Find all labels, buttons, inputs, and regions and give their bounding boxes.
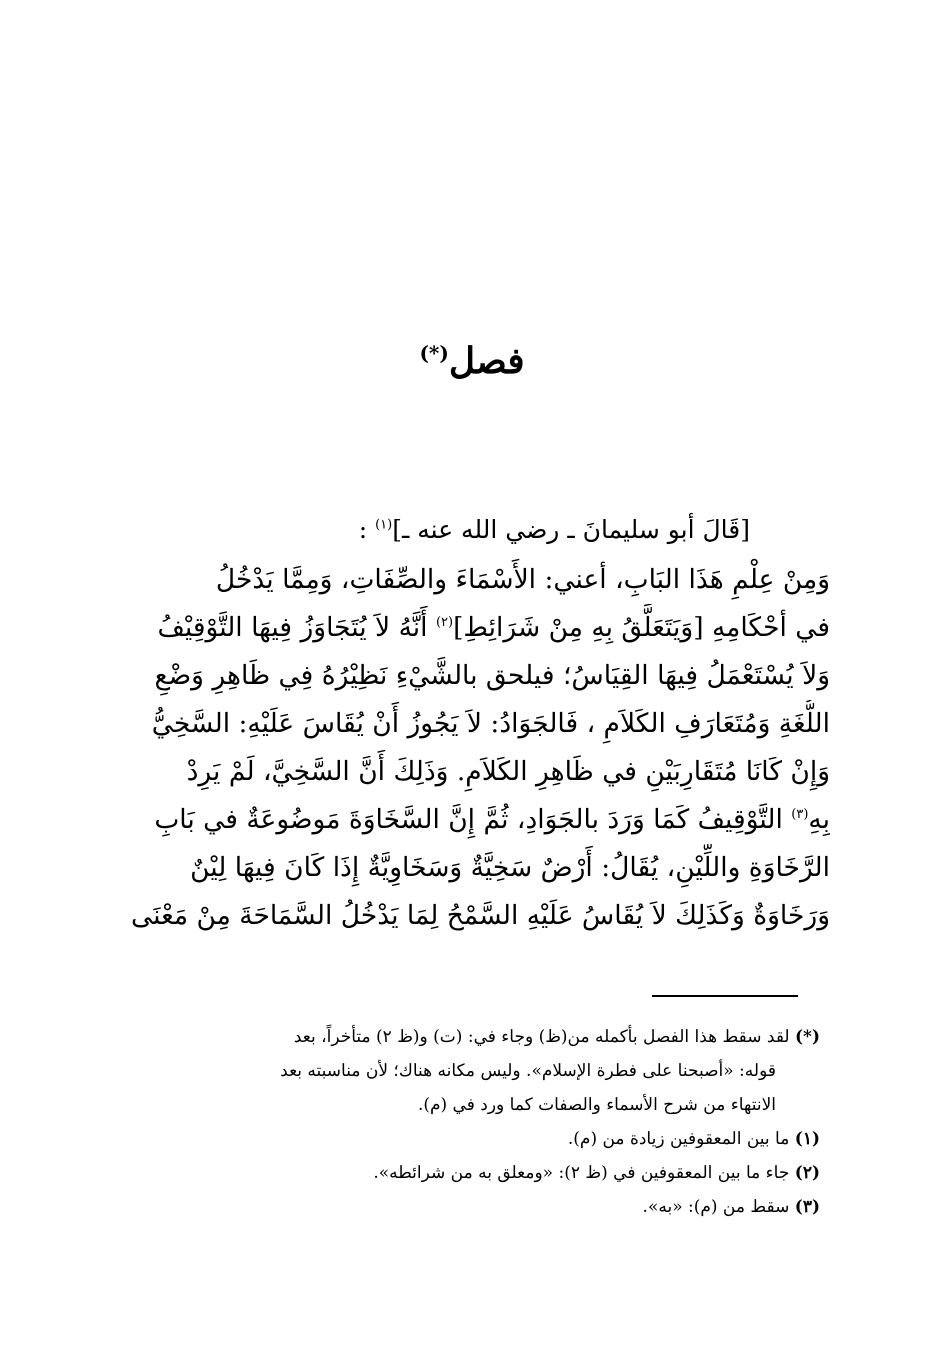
paragraph-line: وَإِنْ كَانَا مُتَقَارِبَيْنِ في ظَاهِرِ الكَلاَمِ. وَذَلِكَ أَنَّ السَّخِيَّ، لَمْ يَرِدْ xyxy=(186,756,830,787)
paragraph-line: وَرَخَاوَةٌ وَكَذَلِكَ لاَ يُقَاسُ عَلَيْهِ السَّمْحُ لِمَا يَدْخُلُ السَّمَاحَةَ مِنْ مَعْنَى xyxy=(130,900,830,931)
footnote-label: (١) xyxy=(794,1129,820,1149)
footnote-text: ما بين المعقوفين زيادة من (م). xyxy=(567,1129,790,1149)
footnote xyxy=(110,1190,820,1224)
paragraph-line: وَلاَ يُسْتَعْمَلُ فِيهَا القِيَاسُ؛ فيلحق بالشَّيْءِ نَظِيْرُهُ فِي ظَاهِرِ وَضْعِ xyxy=(154,660,830,691)
paragraph-line: الرَّخَاوَةِ واللِّيْنِ، يُقَالُ: أَرْضٌ سَخِيَّةٌ وَسَخَاوِيَّةٌ إِذَا كَانَ فِيهَا لِيْنٌ xyxy=(190,852,830,883)
footnote-text: لقد سقط هذا الفصل بأكمله من(ظ) وجاء في: (ت) و(ظ ٢) متأخراً، بعد xyxy=(293,1027,790,1047)
footnotes xyxy=(110,1020,820,1224)
paragraph-line: وَمِنْ عِلْمِ هَذَا البَابِ، أعني: الأَسْمَاءَ والصِّفَاتِ، وَمِمَّا يَدْخُلُ xyxy=(215,564,830,595)
footnote-ref-3: (٣) xyxy=(791,807,809,823)
footnote-label: (*) xyxy=(795,1027,820,1047)
section-title-marker: (*) xyxy=(419,341,449,365)
paragraph-line-text: بِهِ xyxy=(808,804,830,835)
footnote xyxy=(110,1122,820,1156)
footnote-text: سقط من (م): «به». xyxy=(642,1197,790,1217)
paragraph-line-text: التَّوْقِيفُ كَمَا وَرَدَ بالجَوَادِ، ثُمَّ إِنَّ السَّخَاوَةَ مَوضُوعَةٌ في بَابِ xyxy=(154,804,792,835)
footnote-ref-1: (١) xyxy=(375,517,393,533)
main-paragraph xyxy=(110,556,830,940)
section-title-text: فصل xyxy=(448,340,525,382)
speaker-heading-text: [قَالَ أبو سليمانَ ـ رضي الله عنه ـ] xyxy=(392,515,750,544)
paragraph-line xyxy=(110,796,830,844)
speaker-heading xyxy=(110,504,830,556)
footnote xyxy=(110,1156,820,1190)
section-title xyxy=(0,328,944,386)
speaker-heading-colon: : xyxy=(358,515,376,544)
footnote-separator xyxy=(652,995,798,997)
footnote-text: الانتهاء من شرح الأسماء والصفات كما ورد في (م). xyxy=(417,1095,776,1115)
paragraph-line-text: أَنَّهُ لاَ يُتَجَاوَزُ فِيهَا التَّوْقِيْفُ xyxy=(157,612,436,643)
footnote-label: (٣) xyxy=(794,1197,820,1217)
paragraph-line-text: في أحْكَامِهِ [وَيَتَعَلَّقُ بِهِ مِنْ شَرَائِطِ] xyxy=(453,612,830,643)
body-text xyxy=(110,504,830,940)
footnote-label: (٢) xyxy=(794,1163,820,1183)
footnote-text: جاء ما بين المعقوفين في (ظ ٢): «ومعلق به من شرائطه». xyxy=(373,1163,790,1183)
footnote-text: قوله: «أصبحنا على فطرة الإسلام». وليس مكانه هناك؛ لأن مناسبته بعد xyxy=(280,1061,776,1081)
footnote xyxy=(110,1020,820,1122)
paragraph-line: اللُّغَةِ وَمُتَعَارَفِ الكَلاَمِ ، فَالجَوَادُ: لاَ يَجُوزُ أَنْ يُقَاسَ عَلَيْهِ: السَّخِيُّ xyxy=(151,708,830,739)
paragraph-line xyxy=(110,604,830,652)
footnote-ref-2: (٢) xyxy=(435,615,454,631)
